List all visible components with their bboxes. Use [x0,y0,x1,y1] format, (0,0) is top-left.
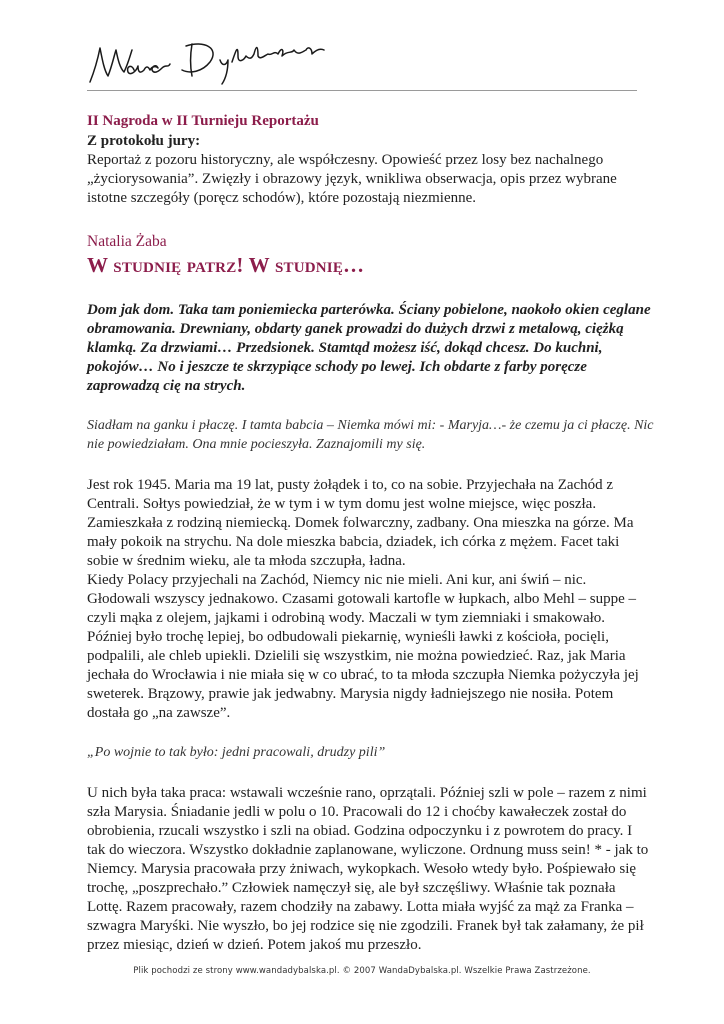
paragraph-line: Jest rok 1945. Maria ma 19 lat, pusty żołądek i to, co na sobie. Przyjechała na Zachód z [87,477,614,493]
quote-line: Siadłam na ganku i płaczę. I tamta babcia – Niemka mówi mi: - Maryja…- że czemu ja ci płaczę. Nic [87,418,654,433]
paragraph-line: szwagra Maryśki. Nie wyszło, bo jej rodzice się nie zgodzili. Franek był tak załamany, że pił [87,918,644,934]
quote-po-wojnie: „Po wojnie to tak było: jedni pracowali, drudzy pili” [87,745,386,760]
paragraph-line: Kiedy Polacy przyjechali na Zachód, Niemcy nic nie mieli. Ani kur, ani świń – nic. [87,572,587,588]
paragraph-line: przez miesiąc, dzień w dzień. Potem jakoś mu przeszło. [87,937,422,953]
document-body [87,112,654,955]
paragraph-line: sweterek. Brązowy, prawie jak jedwabny. Marysia nigdy ładniejszego nie nosiła. Potem [87,686,614,702]
paragraph-line: Głodowali wszyscy jednakowo. Czasami gotowali kartofle w łupkach, albo Mehl – suppe – [87,591,637,607]
lead-line: Dom jak dom. Taka tam poniemiecka parterówka. Ściany pobielone, naokoło okien ceglane [87,302,651,318]
quote-siadlam [87,416,654,454]
paragraph-line: tak do wieczora. Wszystko dokładnie zaplanowane, wyliczone. Ordnung muss sein! * - jak to [87,842,649,858]
jury-protocol-label: Z protokołu jury: [87,133,201,149]
paragraph-line: sobie w średnim wieku, ale ta młoda szczupła, ładna. [87,553,406,569]
paragraph-line: podpalili, ale chleb upiekli. Dzielili się wszystkim, nie można powiedzieć. Raz, jak Maria [87,648,626,664]
jury-statement [87,151,639,208]
paragraph-line: U nich była taka praca: wstawali wcześnie rano, oprzątali. Później szli w pole – razem z nimi [87,785,647,801]
paragraph-line: Zamieszkała z rodziną niemiecką. Domek folwarczny, zadbany. Ona mieszka na górze. Ma [87,515,634,531]
quote-line: nie powiedziałam. Ona mnie pocieszyła. Zaznajomili my się. [87,437,426,452]
paragraph-praca [87,784,649,955]
lead-line: obramowania. Drewniany, obdarty ganek prowadzi do dużych drzwi z metalową, ciężką [87,321,624,337]
lead-line: pokojów… No i jeszcze te skrzypiące schody po lewej. Ich obdarte z farby poręcze [87,359,587,375]
copyright-footer: Plik pochodzi ze strony www.wandadybalska.pl. © 2007 WandaDybalska.pl. Wszelkie Prawa Zastrzeżone. [133,966,591,976]
signature-logo [86,36,336,88]
article-lead [87,301,651,396]
paragraph-line: Później było trochę lepiej, bo odbudowali piekarnię, wynieśli ławki z kościoła, pocięli, [87,629,609,645]
lead-line: zaprowadzą cię na strych. [87,378,246,394]
paragraph-1945 [87,476,639,723]
award-title: II Nagroda w II Turnieju Reportażu [87,113,319,129]
paragraph-line: szła Marysia. Śniadanie jedli w polu o 10. Pracowali do 12 i choćby kawałeczek został do [87,804,627,820]
paragraph-line: Lottę. Razem pracowały, razem chodziły na zabawy. Lotta miała wyjść za mąż za Franka – [87,899,634,915]
paragraph-line: Centrali. Sołtys powiedział, że w tym i w tym domu jest wolne miejsce, więc poszła. [87,496,597,512]
paragraph-line: czyli mąka z olejem, jajkami i odrobiną wody. Maczali w tym ziemniaki i smakowało. [87,610,606,626]
header-divider [87,90,637,91]
jury-line: „życiorysowania”. Zwięzły i obrazowy język, wnikliwa obserwacja, opis przez wybrane [87,171,617,187]
paragraph-line: mały pokoik na strychu. Na dole mieszka babcia, dziadek, ich córka z mężem. Facet taki [87,534,620,550]
paragraph-line: Niemcy. Marysia pracowała przy żniwach, wykopkach. Wesoło wtedy było. Pośpiewało się [87,861,637,877]
paragraph-line: jechała do Wrocławia i nie miała się w co ubrać, to ta młoda szczupła Niemka pożyczyła jej [87,667,639,683]
paragraph-line: trochę, „poszprechało.” Człowiek namęczył się, ale był szczęśliwy. Właśnie tak poznała [87,880,616,896]
paragraph-line: dostała go „na zawsze”. [87,705,231,721]
paragraph-line: obrobienia, rzucali wszystko i szli na obiad. Godzina odpoczynku i z powrotem do pracy. I [87,823,633,839]
jury-line: Reportaż z pozoru historyczny, ale współczesny. Opowieść przez losy bez nachalnego [87,152,604,168]
jury-line: istotne szczegóły (poręcz schodów), które pozostają niezmienne. [87,190,477,206]
article-author: Natalia Żaba [87,233,167,250]
lead-line: klamką. Za drzwiami… Przedsionek. Stamtąd możesz iść, dokąd chcesz. Do kuchni, [87,340,603,356]
article-title: W studnię patrz! W studnię… [87,253,365,277]
